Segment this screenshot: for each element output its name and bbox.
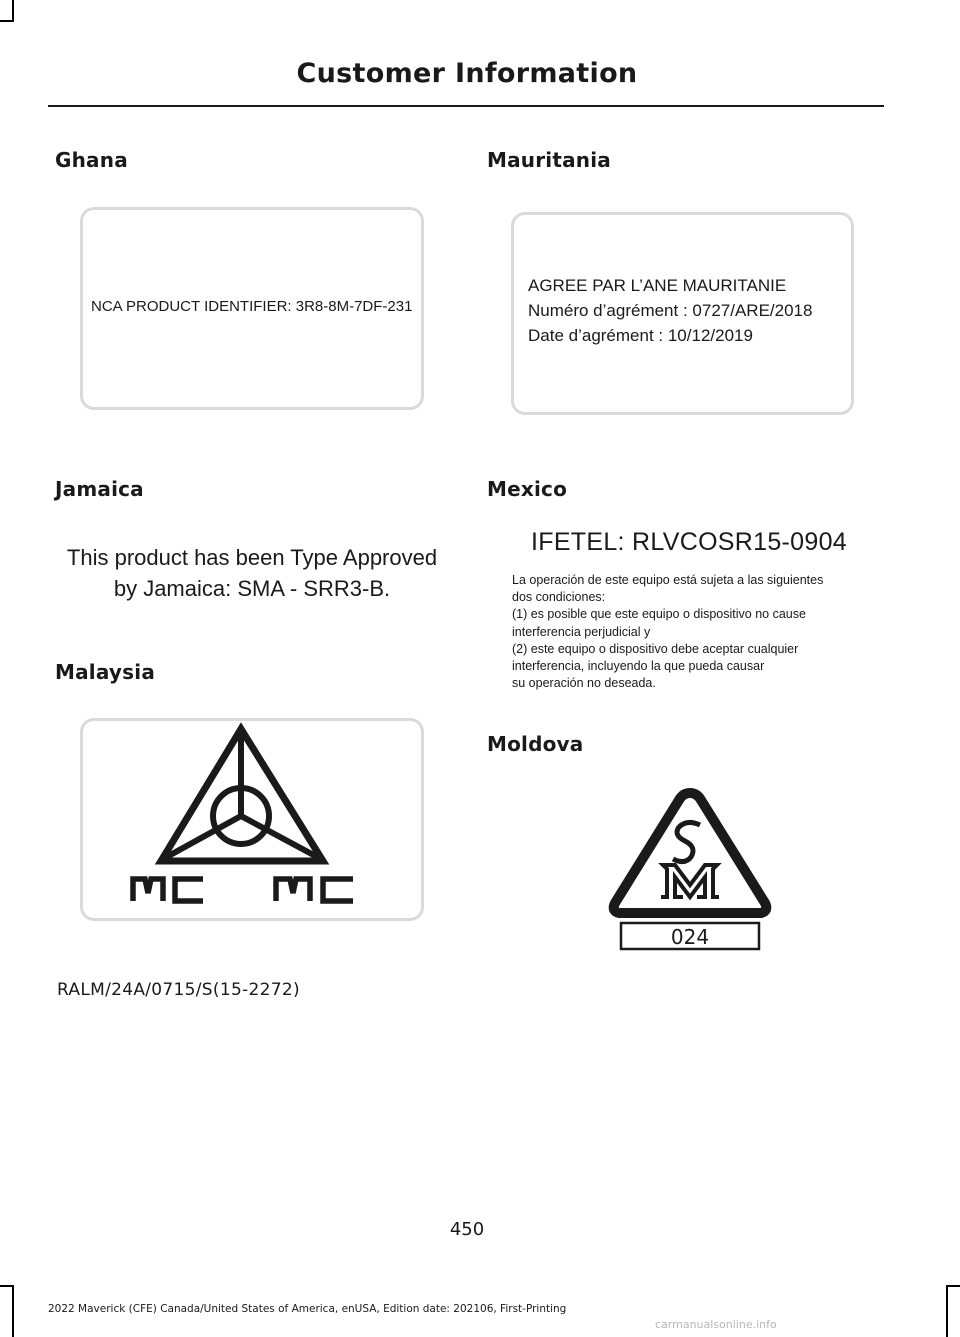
section-heading-mexico: Mexico: [487, 477, 568, 501]
mexico-conditions-text: [512, 572, 872, 692]
moldova-sm-logo: [605, 785, 775, 955]
section-heading-moldova: Moldova: [487, 732, 584, 756]
crop-mark-bottom-right-h: [946, 1285, 960, 1287]
section-heading-ghana: Ghana: [55, 148, 128, 172]
section-heading-jamaica: Jamaica: [55, 477, 144, 501]
mauritania-line-1: AGREE PAR L’ANE MAURITANIE: [528, 276, 787, 295]
mauritania-label-lines: [528, 273, 812, 348]
mexico-line-1: La operación de este equipo está sujeta a las siguientes: [512, 573, 824, 587]
malaysia-label-box: [80, 718, 424, 921]
mexico-line-3: (1) es posible que este equipo o dispositivo no cause: [512, 607, 806, 622]
jamaica-approval-text: [52, 542, 452, 604]
section-heading-mauritania: Mauritania: [487, 148, 612, 172]
page-number: 450: [449, 1219, 485, 1240]
crop-mark-bottom-left-h: [0, 1285, 14, 1287]
crop-mark-top-left-v: [12, 0, 14, 22]
sm-letter-s: [673, 822, 700, 861]
crop-mark-top-left-h: [0, 20, 14, 22]
mauritania-label-box: [511, 212, 854, 415]
jamaica-line-2: by Jamaica: SMA - SRR3-B.: [113, 576, 391, 601]
jamaica-line-1: This product has been Type Approved: [66, 545, 438, 570]
title-divider: [48, 105, 884, 107]
mexico-line-4: interferencia perjudicial y: [512, 624, 651, 639]
mauritania-line-3: Date d’agrément : 10/12/2019: [528, 326, 753, 345]
mexico-line-7: su operación no deseada.: [512, 676, 656, 691]
section-heading-malaysia: Malaysia: [55, 660, 156, 684]
mcmc-logo-text: MCMC: [83, 721, 87, 722]
crop-mark-bottom-left-v: [12, 1285, 14, 1337]
mcmc-wordmark: [133, 879, 353, 901]
edition-footer: 2022 Maverick (CFE) Canada/United States of America, enUSA, Edition date: 202106, First-Printing: [48, 1303, 567, 1315]
malaysia-registration-code: RALM/24A/0715/S(15-2272): [57, 980, 300, 1000]
sm-number: 024: [670, 925, 710, 949]
mexico-line-6: interferencia, incluyendo la que pueda causar: [512, 659, 765, 674]
mcmc-logo: [83, 721, 421, 918]
page-title: Customer Information: [296, 58, 638, 89]
mexico-line-5: (2) este equipo o dispositivo debe aceptar cualquier: [512, 641, 799, 656]
mexico-ifetel-code: IFETEL: RLVCOSR15-0904: [531, 528, 847, 556]
mexico-line-2: dos condiciones:: [512, 590, 606, 605]
sm-letter-m: [661, 865, 719, 897]
ghana-label-text: NCA PRODUCT IDENTIFIER: 3R8-8M-7DF-231: [91, 298, 413, 315]
mauritania-line-2: Numéro d’agrément : 0727/ARE/2018: [528, 301, 813, 320]
watermark: carmanualsonline.info: [655, 1318, 777, 1331]
crop-mark-bottom-right-v: [946, 1285, 948, 1337]
ghana-label-box: [80, 207, 424, 410]
